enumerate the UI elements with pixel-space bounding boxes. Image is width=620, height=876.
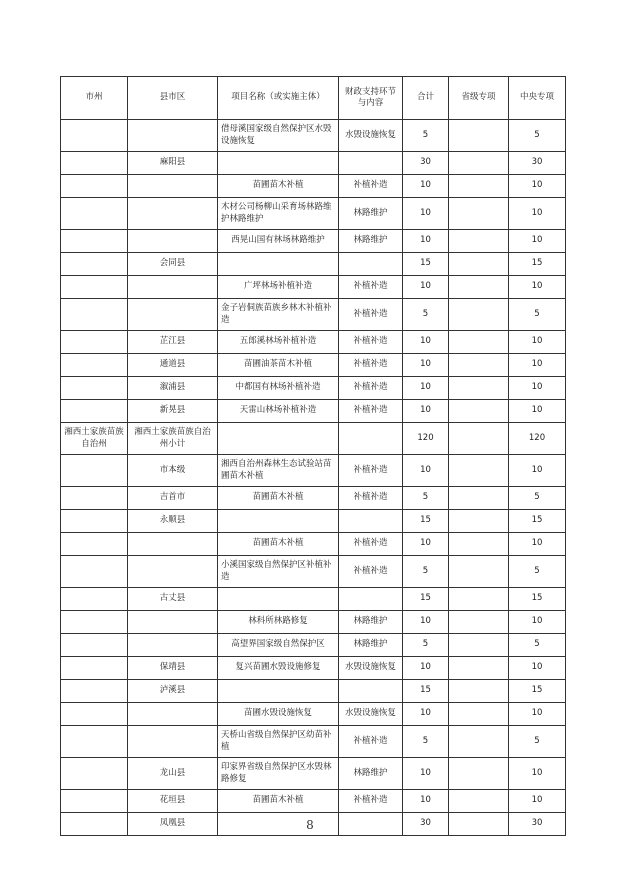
table-row	[61, 299, 566, 331]
cell-total: 15	[403, 680, 449, 703]
cell-city	[61, 611, 128, 634]
cell-county	[128, 703, 218, 726]
table-row	[61, 510, 566, 533]
cell-project	[218, 152, 339, 175]
cell-provincial	[449, 299, 509, 331]
cell-city	[61, 703, 128, 726]
cell-support: 补植补造	[339, 331, 403, 354]
cell-support: 补植补造	[339, 790, 403, 813]
header-project: 项目名称（或实施主体）	[218, 77, 339, 120]
cell-total: 10	[403, 790, 449, 813]
cell-central: 10	[509, 758, 566, 790]
cell-city: 湘西土家族苗族自治州	[61, 423, 128, 455]
table-row	[61, 726, 566, 758]
cell-support: 补植补造	[339, 556, 403, 588]
cell-support: 补植补造	[339, 175, 403, 198]
cell-provincial	[449, 680, 509, 703]
cell-provincial	[449, 331, 509, 354]
cell-city	[61, 588, 128, 611]
cell-central: 10	[509, 611, 566, 634]
cell-city	[61, 634, 128, 657]
table-row	[61, 611, 566, 634]
cell-provincial	[449, 556, 509, 588]
cell-project: 苗圃苗木补植	[218, 175, 339, 198]
cell-county: 保靖县	[128, 657, 218, 680]
cell-total: 10	[403, 230, 449, 253]
cell-central: 10	[509, 175, 566, 198]
cell-central: 5	[509, 120, 566, 152]
cell-provincial	[449, 230, 509, 253]
cell-provincial	[449, 455, 509, 487]
cell-project: 天雷山林场补植补造	[218, 400, 339, 423]
table-row	[61, 198, 566, 230]
cell-city	[61, 354, 128, 377]
cell-support: 补植补造	[339, 726, 403, 758]
table-row	[61, 455, 566, 487]
cell-county: 永顺县	[128, 510, 218, 533]
cell-provincial	[449, 703, 509, 726]
cell-support: 补植补造	[339, 276, 403, 299]
cell-project: 小溪国家级自然保护区补植补造	[218, 556, 339, 588]
cell-provincial	[449, 400, 509, 423]
table-row	[61, 790, 566, 813]
table-row	[61, 354, 566, 377]
cell-total: 10	[403, 198, 449, 230]
table-header-row	[61, 77, 566, 120]
header-city: 市州	[61, 77, 128, 120]
cell-support	[339, 253, 403, 276]
cell-project: 湘西自治州森林生态试验站苗圃苗木补植	[218, 455, 339, 487]
cell-total: 10	[403, 703, 449, 726]
cell-total: 15	[403, 253, 449, 276]
cell-city	[61, 175, 128, 198]
table-row	[61, 120, 566, 152]
cell-support: 林路维护	[339, 230, 403, 253]
cell-city	[61, 455, 128, 487]
cell-total: 5	[403, 726, 449, 758]
cell-provincial	[449, 758, 509, 790]
header-support: 财政支持环节与内容	[339, 77, 403, 120]
table-row	[61, 487, 566, 510]
cell-central: 5	[509, 726, 566, 758]
cell-total: 5	[403, 299, 449, 331]
cell-provincial	[449, 588, 509, 611]
cell-project	[218, 680, 339, 703]
cell-support: 补植补造	[339, 455, 403, 487]
cell-county: 通道县	[128, 354, 218, 377]
cell-support: 补植补造	[339, 400, 403, 423]
table-row	[61, 377, 566, 400]
cell-county	[128, 198, 218, 230]
cell-central: 10	[509, 400, 566, 423]
cell-support: 补植补造	[339, 299, 403, 331]
cell-total: 10	[403, 657, 449, 680]
cell-central: 10	[509, 331, 566, 354]
cell-project	[218, 423, 339, 455]
cell-city	[61, 556, 128, 588]
table-row	[61, 175, 566, 198]
cell-total: 10	[403, 611, 449, 634]
cell-provincial	[449, 487, 509, 510]
cell-central: 5	[509, 299, 566, 331]
cell-county: 芷江县	[128, 331, 218, 354]
cell-county	[128, 611, 218, 634]
cell-project: 借母溪国家级自然保护区水毁设施恢复	[218, 120, 339, 152]
cell-provincial	[449, 354, 509, 377]
cell-provincial	[449, 377, 509, 400]
cell-project: 苗圃油茶苗木补植	[218, 354, 339, 377]
cell-support	[339, 680, 403, 703]
table-row	[61, 634, 566, 657]
cell-central: 15	[509, 588, 566, 611]
cell-central: 10	[509, 377, 566, 400]
cell-central: 10	[509, 354, 566, 377]
cell-county: 泸溪县	[128, 680, 218, 703]
cell-total: 5	[403, 120, 449, 152]
cell-support: 林路维护	[339, 758, 403, 790]
header-total: 合计	[403, 77, 449, 120]
cell-city	[61, 680, 128, 703]
cell-central: 15	[509, 510, 566, 533]
header-provincial: 省级专项	[449, 77, 509, 120]
cell-project: 高望界国家级自然保护区	[218, 634, 339, 657]
table-row	[61, 331, 566, 354]
cell-central: 120	[509, 423, 566, 455]
cell-project: 印家界省级自然保护区水毁林路修复	[218, 758, 339, 790]
cell-project: 金子岩侗族苗族乡林木补植补造	[218, 299, 339, 331]
cell-city	[61, 487, 128, 510]
cell-project: 林科所林路修复	[218, 611, 339, 634]
cell-county	[128, 634, 218, 657]
cell-project: 苗圃水毁设施恢复	[218, 703, 339, 726]
cell-provincial	[449, 510, 509, 533]
cell-project: 中都国有林场补植补造	[218, 377, 339, 400]
cell-provincial	[449, 175, 509, 198]
cell-county: 麻阳县	[128, 152, 218, 175]
cell-support	[339, 588, 403, 611]
cell-county	[128, 299, 218, 331]
cell-project: 苗圃苗木补植	[218, 533, 339, 556]
cell-provincial	[449, 611, 509, 634]
cell-county: 湘西土家族苗族自治州小计	[128, 423, 218, 455]
cell-county	[128, 726, 218, 758]
cell-city	[61, 790, 128, 813]
cell-central: 10	[509, 455, 566, 487]
cell-total: 5	[403, 556, 449, 588]
cell-project: 苗圃苗木补植	[218, 487, 339, 510]
cell-project: 复兴苗圃水毁设施修复	[218, 657, 339, 680]
cell-project: 广坪林场补植补造	[218, 276, 339, 299]
cell-support: 林路维护	[339, 611, 403, 634]
cell-total: 5	[403, 487, 449, 510]
cell-city	[61, 198, 128, 230]
cell-county	[128, 120, 218, 152]
cell-central: 10	[509, 657, 566, 680]
cell-central: 5	[509, 556, 566, 588]
cell-project: 木材公司杨柳山采育场林路维护林路维护	[218, 198, 339, 230]
cell-support: 补植补造	[339, 487, 403, 510]
cell-city	[61, 400, 128, 423]
cell-support: 水毁设施恢复	[339, 657, 403, 680]
table-row	[61, 152, 566, 175]
cell-total: 10	[403, 533, 449, 556]
cell-county: 会同县	[128, 253, 218, 276]
cell-support	[339, 423, 403, 455]
cell-county: 新晃县	[128, 400, 218, 423]
cell-city	[61, 533, 128, 556]
cell-project: 西晃山国有林场林路维护	[218, 230, 339, 253]
cell-county: 溆浦县	[128, 377, 218, 400]
cell-provincial	[449, 533, 509, 556]
cell-support	[339, 510, 403, 533]
cell-city	[61, 758, 128, 790]
cell-county	[128, 175, 218, 198]
cell-support: 补植补造	[339, 533, 403, 556]
cell-total: 10	[403, 354, 449, 377]
page-number: 8	[306, 818, 314, 832]
table-row	[61, 657, 566, 680]
cell-provincial	[449, 276, 509, 299]
cell-support: 补植补造	[339, 377, 403, 400]
header-central: 中央专项	[509, 77, 566, 120]
cell-support: 补植补造	[339, 354, 403, 377]
cell-total: 120	[403, 423, 449, 455]
cell-provincial	[449, 790, 509, 813]
cell-central: 5	[509, 634, 566, 657]
cell-total: 30	[403, 813, 449, 836]
cell-total: 10	[403, 377, 449, 400]
cell-city	[61, 299, 128, 331]
cell-total: 5	[403, 634, 449, 657]
cell-central: 10	[509, 230, 566, 253]
cell-county: 市本级	[128, 455, 218, 487]
funding-table	[60, 76, 566, 836]
cell-project	[218, 588, 339, 611]
cell-city	[61, 377, 128, 400]
cell-support: 水毁设施恢复	[339, 703, 403, 726]
cell-central: 15	[509, 253, 566, 276]
header-county: 县市区	[128, 77, 218, 120]
cell-provincial	[449, 726, 509, 758]
cell-city	[61, 120, 128, 152]
cell-total: 10	[403, 455, 449, 487]
cell-city	[61, 253, 128, 276]
cell-central: 10	[509, 790, 566, 813]
table-row	[61, 423, 566, 455]
cell-provincial	[449, 657, 509, 680]
table-row	[61, 276, 566, 299]
cell-provincial	[449, 253, 509, 276]
cell-central: 30	[509, 152, 566, 175]
cell-provincial	[449, 152, 509, 175]
cell-central: 10	[509, 198, 566, 230]
cell-total: 15	[403, 510, 449, 533]
table-row	[61, 253, 566, 276]
cell-central: 10	[509, 533, 566, 556]
cell-city	[61, 276, 128, 299]
cell-county: 花垣县	[128, 790, 218, 813]
cell-county: 古丈县	[128, 588, 218, 611]
cell-support: 林路维护	[339, 198, 403, 230]
table-row	[61, 400, 566, 423]
cell-central: 10	[509, 276, 566, 299]
cell-support: 水毁设施恢复	[339, 120, 403, 152]
table-row	[61, 680, 566, 703]
cell-total: 15	[403, 588, 449, 611]
table-row	[61, 758, 566, 790]
cell-support	[339, 152, 403, 175]
cell-county: 凤凰县	[128, 813, 218, 836]
cell-city	[61, 657, 128, 680]
cell-total: 10	[403, 331, 449, 354]
cell-city	[61, 152, 128, 175]
cell-project	[218, 510, 339, 533]
cell-central: 15	[509, 680, 566, 703]
table-row	[61, 556, 566, 588]
cell-city	[61, 510, 128, 533]
cell-county	[128, 533, 218, 556]
cell-project: 五郎溪林场补植补造	[218, 331, 339, 354]
cell-county	[128, 230, 218, 253]
cell-provincial	[449, 634, 509, 657]
cell-county	[128, 556, 218, 588]
cell-total: 30	[403, 152, 449, 175]
table-row	[61, 533, 566, 556]
cell-total: 10	[403, 175, 449, 198]
cell-provincial	[449, 198, 509, 230]
cell-project	[218, 253, 339, 276]
cell-project: 苗圃苗木补植	[218, 790, 339, 813]
table-body	[61, 120, 566, 836]
cell-provincial	[449, 423, 509, 455]
cell-county	[128, 276, 218, 299]
cell-city	[61, 331, 128, 354]
cell-total: 10	[403, 276, 449, 299]
cell-central: 5	[509, 487, 566, 510]
table-row	[61, 230, 566, 253]
cell-county: 吉首市	[128, 487, 218, 510]
cell-city	[61, 726, 128, 758]
cell-central: 10	[509, 703, 566, 726]
cell-city	[61, 230, 128, 253]
cell-support: 林路维护	[339, 634, 403, 657]
cell-project: 天桥山省级自然保护区幼苗补植	[218, 726, 339, 758]
table-row	[61, 588, 566, 611]
cell-county: 龙山县	[128, 758, 218, 790]
table-row	[61, 703, 566, 726]
cell-central: 30	[509, 813, 566, 836]
cell-total: 10	[403, 758, 449, 790]
cell-provincial	[449, 120, 509, 152]
cell-total: 10	[403, 400, 449, 423]
